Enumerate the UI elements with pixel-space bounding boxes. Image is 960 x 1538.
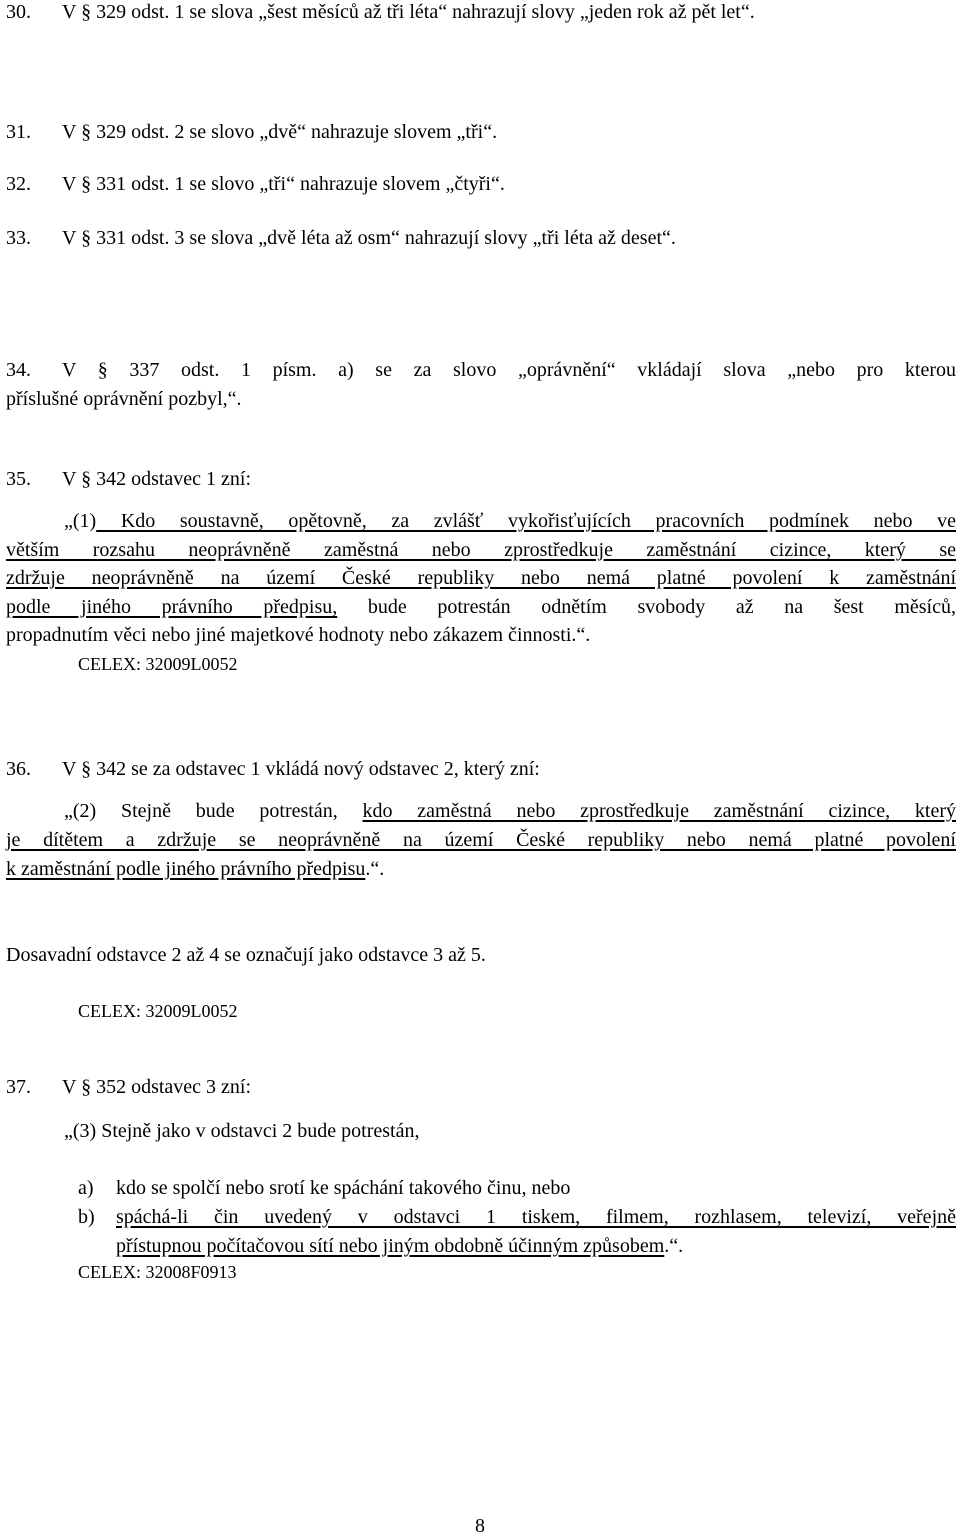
item-36-after: [6, 943, 956, 967]
item-text: V § 329 odst. 1 se slova „šest měsíců až tři léta“ nahrazují slovy „jeden rok až pět let“.: [62, 1, 755, 23]
celex-reference: CELEX: 32009L0052: [78, 654, 238, 674]
item-37: [6, 1075, 956, 1099]
underlined-text: kdo zaměstná nebo zprostředkuje zaměstnání cizince, který: [362, 800, 956, 822]
item-text: příslušné oprávnění pozbyl,“.: [6, 388, 242, 410]
item-number: 30.: [6, 1, 31, 23]
underlined-text: Kdo soustavně, opětovně, za zvlášť vykořisťujících pracovních podmínek nebo ve: [96, 510, 956, 532]
item-36-para-line-2: [6, 828, 956, 852]
item-text: V § 331 odst. 3 se slova „dvě léta až osm“ nahrazují slovy „tři léta až deset“.: [62, 227, 676, 249]
para-text: propadnutím věci nebo jiné majetkové hodnoty nebo zákazem činnosti.“.: [6, 624, 591, 646]
celex-reference: CELEX: 32008F0913: [78, 1262, 237, 1282]
item-number: 35.: [6, 468, 31, 490]
underlined-text: zdržuje neoprávněně na území České republiky nebo nemá platné povolení k zaměstnání: [6, 567, 956, 589]
item-36-para-line-3: [6, 857, 956, 881]
item-intro: V § 352 odstavec 3 zní:: [62, 1076, 252, 1098]
para-open: „(1): [64, 510, 97, 532]
item-37-letter-b-continuation: [116, 1234, 956, 1258]
item-35-para-line-2: [6, 538, 956, 562]
celex-reference: CELEX: 32009L0052: [78, 1001, 238, 1021]
underlined-text: přístupnou počítačovou sítí nebo jiným obdobně účinným způsobem: [116, 1235, 665, 1257]
item-number: 34.: [6, 359, 31, 381]
underlined-text: podle jiného právního předpisu,: [6, 596, 338, 618]
item-text: V § 329 odst. 2 se slovo „dvě“ nahrazuje slovem „tři“.: [62, 121, 498, 143]
item-number: 36.: [6, 758, 31, 780]
letter-marker: a): [78, 1177, 94, 1199]
item-36: [6, 757, 956, 781]
item-number: 37.: [6, 1076, 31, 1098]
item-35-para-line-3: [6, 566, 956, 590]
item-35-para-line-1: [64, 509, 956, 533]
item-35-para-line-4: [6, 595, 956, 619]
item-35-para-line-5: [6, 623, 956, 647]
item-33: [6, 226, 956, 250]
item-text: V § 337 odst. 1 písm. a) se za slovo „oprávnění“ vkládají slova „nebo pro kterou: [62, 359, 956, 381]
item-number: 31.: [6, 121, 31, 143]
item-30: [6, 0, 956, 24]
underlined-text: větším rozsahu neoprávněně zaměstná nebo zprostředkuje zaměstnání cizince, který se: [6, 539, 956, 561]
para-text: .“.: [664, 1235, 684, 1257]
item-intro: V § 342 odstavec 1 zní:: [62, 468, 252, 490]
item-36-para-line-1: [64, 799, 956, 823]
item-intro: V § 342 se za odstavec 1 vkládá nový odstavec 2, který zní:: [62, 758, 540, 780]
item-text: V § 331 odst. 1 se slovo „tři“ nahrazuje slovem „čtyři“.: [62, 173, 505, 195]
para-text: .“.: [365, 858, 385, 880]
item-34-continuation: [6, 387, 956, 411]
underlined-text: spáchá-li čin uvedený v odstavci 1 tiskem, filmem, rozhlasem, televizí, veřejně: [116, 1206, 956, 1228]
underlined-text: k zaměstnání podle jiného právního předpisu: [6, 858, 366, 880]
para-text: kdo se spolčí nebo srotí ke spáchání takového činu, nebo: [116, 1177, 571, 1199]
item-number: 32.: [6, 173, 31, 195]
item-35: [6, 467, 956, 491]
page-number: 8: [475, 1515, 485, 1537]
item-32: [6, 172, 956, 196]
para-text: „(2) Stejně bude potrestán,: [64, 800, 363, 822]
item-37-para-open: [64, 1119, 956, 1143]
para-text: Dosavadní odstavce 2 až 4 se označují jako odstavce 3 až 5.: [6, 944, 486, 966]
item-34: [6, 358, 956, 382]
underlined-text: je dítětem a zdržuje se neoprávněně na území České republiky nebo nemá platné povolení: [6, 829, 956, 851]
item-31: [6, 120, 956, 144]
para-text: „(3) Stejně jako v odstavci 2 bude potrestán,: [64, 1120, 420, 1142]
item-number: 33.: [6, 227, 31, 249]
para-text: bude potrestán odnětím svobody až na šest měsíců,: [337, 596, 956, 618]
item-37-letter-a: [78, 1176, 956, 1200]
item-37-letter-b: [78, 1205, 956, 1229]
letter-marker: b): [78, 1206, 95, 1228]
